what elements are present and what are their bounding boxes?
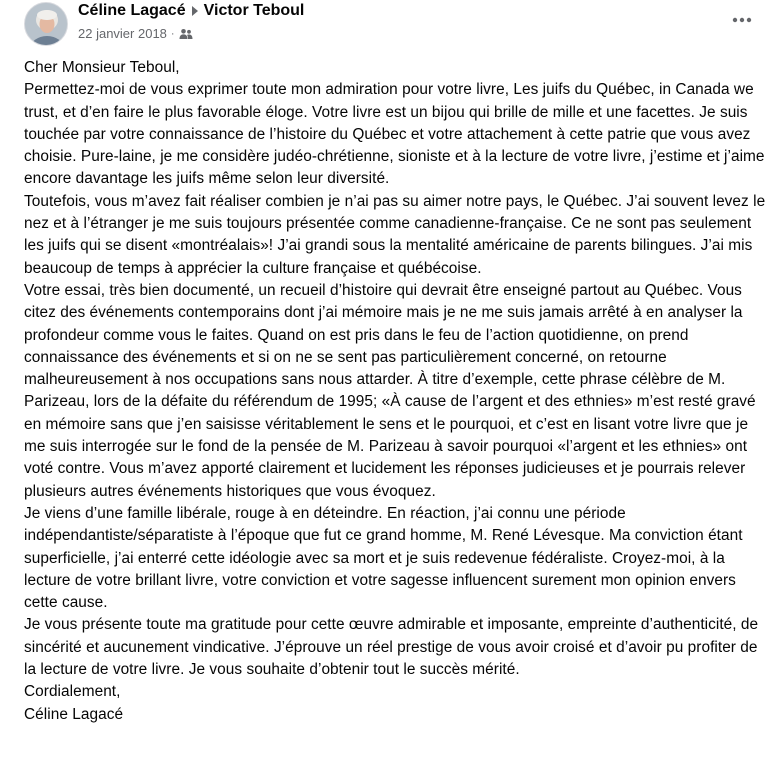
salutation: Cher Monsieur Teboul, <box>24 59 180 76</box>
closing: Cordialement, <box>24 683 121 701</box>
recipient-name-link[interactable]: Victor Teboul <box>203 2 305 19</box>
message-paragraph: Permettez-moi de vous exprimer toute mon admiration pour votre livre, Les juifs du Québec, in Canada we trust, et d’en faire le plus favorable éloge. Votre livre est un bijou qui brille de mille et une facettes. Je suis touchée par votre connaissance de l’histoire du Québec et votre attachement à cette patrie que vous avez choisie. Pure-laine, je me considère judéo-chrétienne, sioniste et à la lecture de votre livre, j’estime et j’aime encore davantage les juifs même selon leur diversité. <box>24 81 765 188</box>
message-paragraph: Toutefois, vous m’avez fait réaliser combien je n’ai pas su aimer notre pays, le Québec. J’ai souvent levez le nez et à l’étranger je me suis toujours présentée comme canadienne-française. Ce ne sont pas seulement les juifs qui se disent «montréalais»! J’ai grandi sous la mentalité américaine de parents bilingues. J’ai mis beaucoup de temps à apprécier la culture française et québécoise. <box>24 192 766 277</box>
signature: Céline Lagacé <box>24 705 124 723</box>
author-name-link[interactable]: Céline Lagacé <box>78 2 186 19</box>
date-separator: · <box>170 27 175 40</box>
post-message <box>24 57 769 726</box>
message-paragraph: Je viens d’une famille libérale, rouge à en déteindre. En réaction, j’ai connu une période indépendantiste/séparatiste à l’époque que fut ce grand homme, M. René Lévesque. Ma conviction étant superficielle, j’ai enterré cette idéologie avec sa mort et je suis redevenue fédéraliste. Croyez-moi, à la lecture de votre brillant livre, votre conviction et votre sagesse influencent surement mon opinion envers cette cause. <box>24 504 743 612</box>
friends-icon[interactable] <box>179 28 193 40</box>
caret-right-icon <box>192 6 198 16</box>
three-dots-icon <box>732 17 752 23</box>
post-meta <box>78 26 193 41</box>
more-options-button[interactable] <box>724 6 760 34</box>
post-header <box>24 0 764 48</box>
message-paragraph: Je vous présente toute ma gratitude pour cette œuvre admirable et imposante, empreinte d’authenticité, de sincérité et aucunement vindicative. J’éprouve un réel prestige de vous avoir croisé et d’avoir pu profiter de la lecture de votre livre. Je vous souhaite d’obtenir tout le succès mérité. <box>24 616 759 679</box>
post-date-link[interactable]: 22 janvier 2018 <box>78 26 167 41</box>
author-line <box>78 2 304 20</box>
message-paragraph: Votre essai, très bien documenté, un recueil d’histoire qui devrait être enseigné partout au Québec. Vous citez des événements contemporains dont j’ai mémoire mais je ne me suis jamais arrêté à en analyser la profondeur comme vous le faites. Quand on est pris dans le feu de l’action quotidienne, on prend connaissance des événements et si on ne se sent pas particulièrement concerné, on retourne malheureusement à nos occupations sans nous attarder. À titre d’exemple, cette phrase célèbre de M. Parizeau, lors de la défaite du référendum de 1995; «À cause de l’argent et des ethnies» m’est resté gravé en mémoire sans que j’en saisisse véritablement le sens et le pourquoi, et c’est en lisant votre livre que je me suis interrogée sur le fond de la pensée de M. Parizeau à savoir pourquoi «l’argent et les ethnies» ont voté contre. Vous m’avez apporté clairement et lucidement les réponses judicieuses et je pourrais relever plusieurs autres événements historiques que vous évoquez. <box>24 281 756 500</box>
avatar[interactable] <box>24 2 68 46</box>
